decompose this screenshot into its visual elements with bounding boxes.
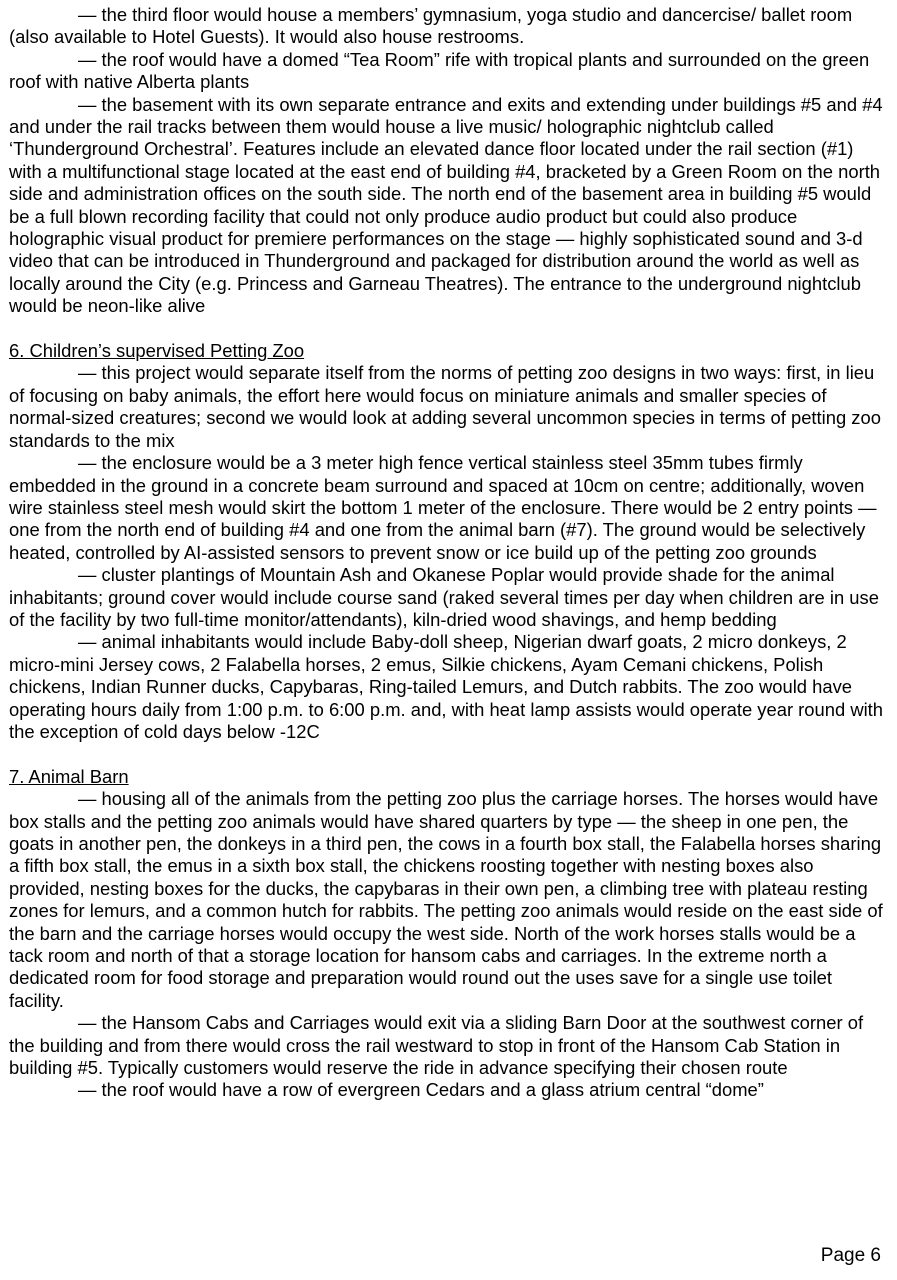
section-spacer xyxy=(9,318,889,340)
paragraph-barn-hansom-cabs: — the Hansom Cabs and Carriages would exit via a sliding Barn Door at the southwest corner of the building and from there would cross the rail westward to stop in front of the Hansom Cab Station in building #5. Typically customers would reserve the ride in advance specifying their chosen route xyxy=(9,1012,864,1079)
paragraph-basement-nightclub: — the basement with its own separate entrance and exits and extending under buildings #5 and #4 and under the rail tracks between them would house a live music/ holographic nightclub called ‘Thunderground Orchestral’. Features include an elevated dance floor located under the rail section (#1) with a multifunctional stage located at the east end of building #4, bracketed by a Green Room on the north side and administration offices on the south side. The north end of the basement area in building #5 would be a full blown recording facility that could not only produce audio product but could also produce holographic visual product for premiere performances on the stage — highly sophisticated sound and 3-d video that can be introduced in Thunderground and packaged for distribution around the world as well as locally around the City (e.g. Princess and Garneau Theatres). The entrance to the underground nightclub would be neon-like alive xyxy=(9,93,883,317)
paragraph-petting-zoo-concept: — this project would separate itself from the norms of petting zoo designs in two ways: first, in lieu of focusing on baby animals, the effort here would focus on miniature animals and smaller species of normal-sized creatures; second we would look at adding several uncommon species in terms of petting zoo standards to the mix xyxy=(9,362,881,451)
paragraph-petting-zoo-plantings: — cluster plantings of Mountain Ash and Okanese Poplar would provide shade for the animal inhabitants; ground cover would include course sand (raked several times per day when children are in use of the facility by two full-time monitor/attendants), kiln-dried wood shavings, and hemp bedding xyxy=(9,564,879,630)
paragraph-barn-housing: — housing all of the animals from the petting zoo plus the carriage horses. The horses would have box stalls and the petting zoo animals would have shared quarters by type — the sheep in one pen, the goats in another pen, the donkeys in a third pen, the cows in a fourth box stall, the Falabella horses sharing a fifth box stall, the emus in a sixth box stall, the chickens roosting together with nesting boxes also provided, nesting boxes for the ducks, the capybaras in their own pen, a climbing tree with plateau resting zones for lemurs, and a common hutch for rabbits. The petting zoo animals would reside on the east side of the barn and the carriage horses would occupy the west side. North of the work horses stalls would be a tack room and north of that a storage location for hansom cabs and carriages. In the extreme north a dedicated room for food storage and preparation would round out the uses save for a single use toilet facility. xyxy=(9,788,883,1011)
document-page xyxy=(9,4,889,1102)
page-number: Page 6 xyxy=(820,1245,881,1266)
section-heading-petting-zoo: 6. Children’s supervised Petting Zoo xyxy=(9,340,305,362)
paragraph-roof-tea-room: — the roof would have a domed “Tea Room” rife with tropical plants and surrounded on the green roof with native Alberta plants xyxy=(9,48,870,93)
paragraph-petting-zoo-animals: — animal inhabitants would include Baby-doll sheep, Nigerian dwarf goats, 2 micro donkeys, 2 micro-mini Jersey cows, 2 Falabella horses, 2 emus, Silkie chickens, Ayam Cemani chickens, Polish chickens, Indian Runner ducks, Capybaras, Ring-tailed Lemurs, and Dutch rabbits. The zoo would have operating hours daily from 1:00 p.m. to 6:00 p.m. and, with heat lamp assists would operate year round with the exception of cold days below -12C xyxy=(9,631,884,742)
paragraph-petting-zoo-enclosure: — the enclosure would be a 3 meter high fence vertical stainless steel 35mm tubes firmly embedded in the ground in a concrete beam surround and spaced at 10cm on centre; additionally, woven wire stainless steel mesh would skirt the bottom 1 meter of the enclosure. There would be 2 entry points — one from the north end of building #4 and one from the animal barn (#7). The ground would be selectively heated, controlled by AI-assisted sensors to prevent snow or ice build up of the petting zoo grounds xyxy=(9,452,877,563)
section-spacer xyxy=(9,743,889,765)
paragraph-third-floor: — the third floor would house a members’ gymnasium, yoga studio and dancercise/ ballet room (also available to Hotel Guests). It would also house restrooms. xyxy=(9,4,853,48)
section-heading-animal-barn: 7. Animal Barn xyxy=(9,765,129,787)
paragraph-barn-roof: — the roof would have a row of evergreen Cedars and a glass atrium central “dome” xyxy=(78,1079,764,1101)
